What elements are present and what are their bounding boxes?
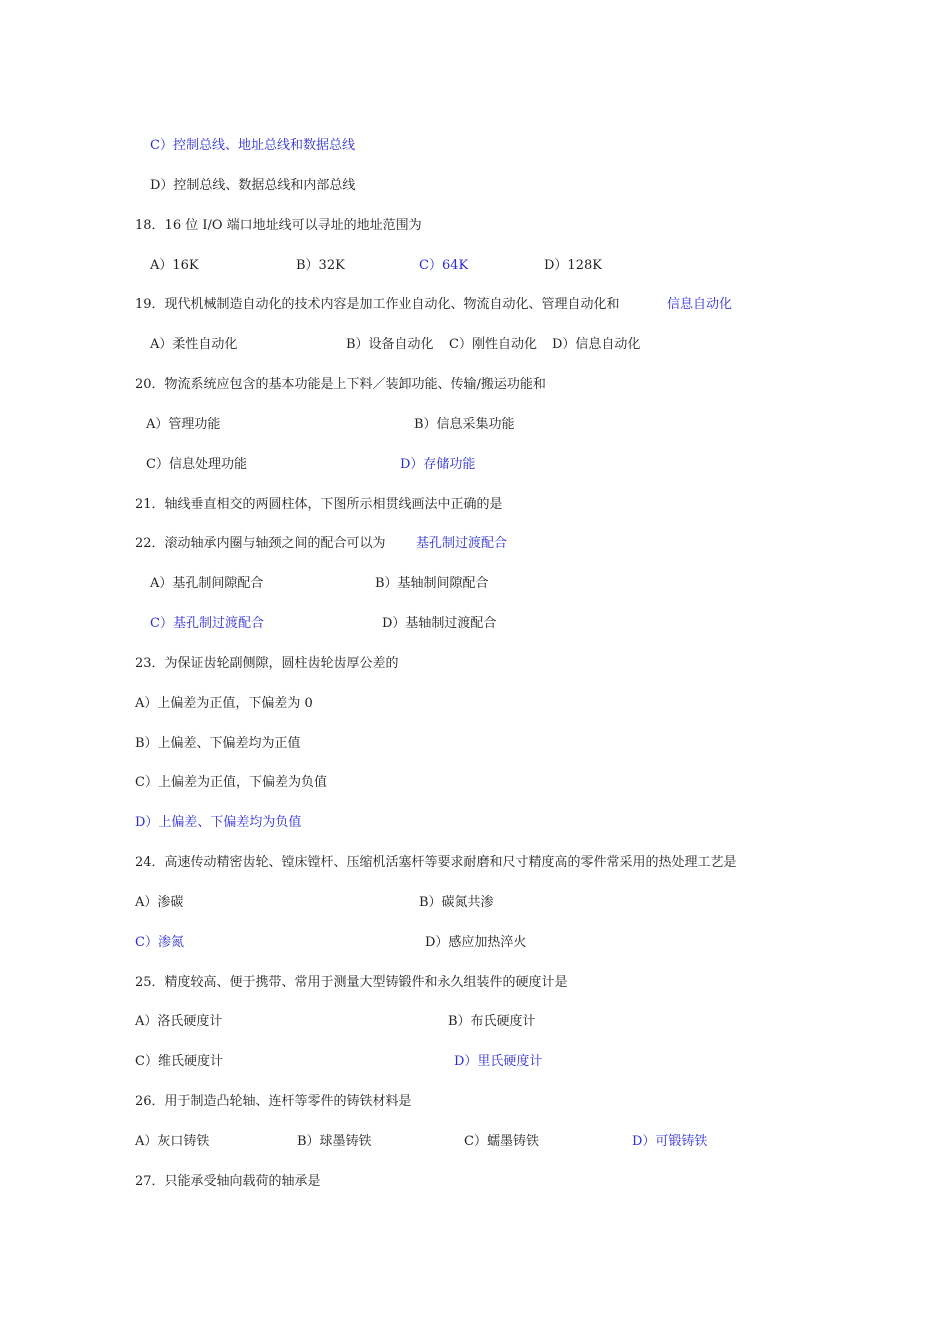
document-text: A）灰口铸铁 [135,1134,210,1149]
document-text: 19．现代机械制造自动化的技术内容是加工作业自动化、物流自动化、管理自动化和 [135,297,620,312]
document-text: C）维氏硬度计 [135,1054,223,1069]
document-text: 25．精度较高、便于携带、常用于测量大型铸锻件和永久组装件的硬度计是 [135,975,568,990]
answer-text: C）基孔制过渡配合 [150,616,264,631]
answer-text: C）64K [419,258,469,273]
document-text: D）基轴制过渡配合 [382,616,497,631]
document-text: 22．滚动轴承内圈与轴颈之间的配合可以为 [135,536,386,551]
document-text: C）蠕墨铸铁 [464,1134,539,1149]
document-text: 21．轴线垂直相交的两圆柱体，下图所示相贯线画法中正确的是 [135,497,503,512]
document-text: B）32K [296,258,345,273]
answer-text: D）可锻铸铁 [632,1134,708,1149]
document-text: 26．用于制造凸轮轴、连杆等零件的铸铁材料是 [135,1094,412,1109]
document-text: A）管理功能 [146,417,221,432]
document-text: D）感应加热淬火 [425,935,527,950]
answer-text: 基孔制过渡配合 [416,536,508,551]
document-text: B）设备自动化 [346,337,434,352]
answer-text: 信息自动化 [667,297,733,312]
document-text: D）控制总线、数据总线和内部总线 [150,178,356,193]
answer-text: C）渗氮 [135,935,184,950]
document-text: 18．16 位 I/O 端口地址线可以寻址的地址范围为 [135,218,422,233]
answer-text: D）上偏差、下偏差均为负值 [135,815,302,830]
document-text: B）碳氮共渗 [419,895,494,910]
document-text: B）信息采集功能 [414,417,515,432]
document-text: A）柔性自动化 [150,337,238,352]
document-text: D）128K [544,258,602,273]
document-text: 24．高速传动精密齿轮、镗床镗杆、压缩机活塞杆等要求耐磨和尺寸精度高的零件常采用的热处理工艺是 [135,855,737,870]
document-text: 27．只能承受轴向载荷的轴承是 [135,1174,321,1189]
document-text: D）信息自动化 [552,337,641,352]
document-text: C）信息处理功能 [146,457,247,472]
document-text: B）上偏差、下偏差均为正值 [135,736,301,751]
document-text: A）洛氏硬度计 [135,1014,223,1029]
document-text: 23．为保证齿轮副侧隙，圆柱齿轮齿厚公差的 [135,656,399,671]
answer-text: D）里氏硬度计 [454,1054,543,1069]
document-text: B）基轴制间隙配合 [375,576,489,591]
document-text: C）上偏差为正值，下偏差为负值 [135,775,327,790]
document-text: A）渗碳 [135,895,184,910]
answer-text: D）存储功能 [400,457,476,472]
document-text: C）刚性自动化 [449,337,537,352]
document-text: A）上偏差为正值，下偏差为 0 [135,696,313,711]
document-text: B）球墨铸铁 [297,1134,372,1149]
document-text: B）布氏硬度计 [448,1014,536,1029]
document-text: 20．物流系统应包含的基本功能是上下料／装卸功能、传输/搬运功能和 [135,377,546,392]
document-text: A）16K [150,258,199,273]
document-text: A）基孔制间隙配合 [150,576,264,591]
answer-text: C）控制总线、地址总线和数据总线 [150,138,355,153]
